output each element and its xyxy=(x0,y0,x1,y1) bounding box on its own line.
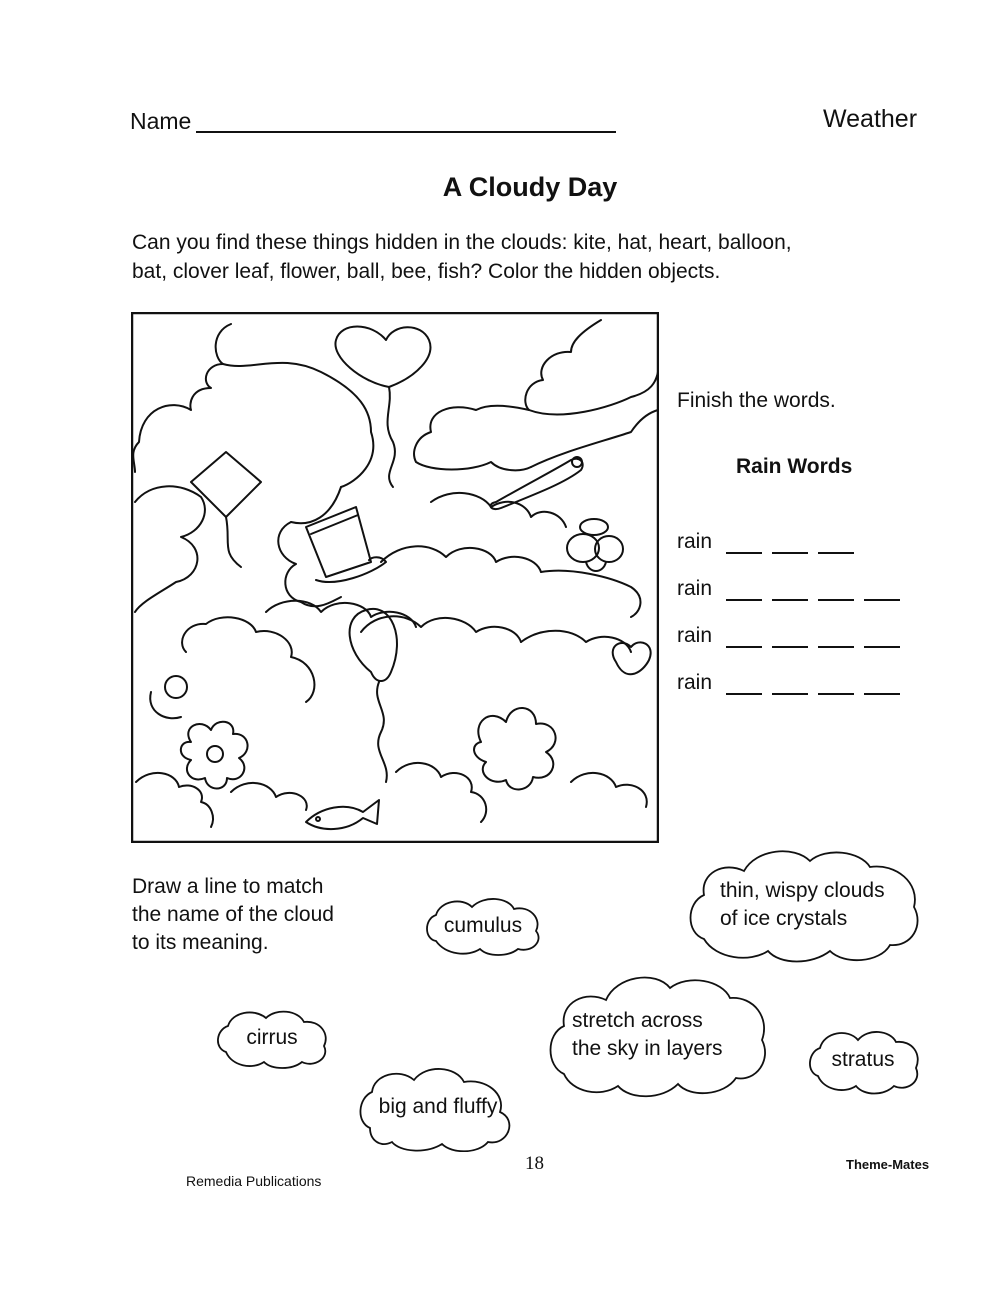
letter-blank[interactable] xyxy=(818,534,854,554)
cloud-cirrus[interactable] xyxy=(214,1006,330,1070)
matching-line-1: Draw a line to match xyxy=(132,875,324,898)
cloud-cumulus[interactable] xyxy=(422,893,544,959)
hidden-ball xyxy=(165,676,187,698)
letter-blank[interactable] xyxy=(818,628,854,648)
rain-prefix: rain xyxy=(677,671,713,694)
rain-prefix: rain xyxy=(677,624,713,647)
picture-frame xyxy=(132,313,658,842)
finish-words-prompt: Finish the words. xyxy=(677,389,836,412)
wispy-line-2: of ice crystals xyxy=(720,907,848,930)
rain-prefix: rain xyxy=(677,577,713,600)
layers-line-1: stretch across xyxy=(572,1009,703,1032)
matching-line-3: to its meaning. xyxy=(132,931,269,954)
cloud-meaning-fluffy[interactable] xyxy=(356,1062,520,1152)
rain-word-row xyxy=(677,624,900,648)
hidden-kite xyxy=(191,452,261,517)
name-label: Name xyxy=(130,108,192,134)
letter-blank[interactable] xyxy=(864,628,900,648)
cumulus-label: cumulus xyxy=(443,914,523,937)
rain-words-heading: Rain Words xyxy=(736,455,853,478)
matching-instructions xyxy=(132,873,392,957)
layers-label xyxy=(546,968,768,1102)
cloud-meaning-layers[interactable] xyxy=(546,968,768,1102)
letter-blank[interactable] xyxy=(864,581,900,601)
letter-blank[interactable] xyxy=(726,675,762,695)
publisher-name: Remedia Publications xyxy=(186,1173,322,1189)
rain-prefix: rain xyxy=(677,530,713,553)
hidden-hat xyxy=(306,507,371,577)
cloud-meaning-wispy[interactable] xyxy=(684,843,924,967)
hidden-bee xyxy=(580,519,608,535)
cirrus-label: cirrus xyxy=(246,1026,298,1049)
name-field-line[interactable] xyxy=(196,131,616,133)
rain-word-row xyxy=(677,577,900,601)
wispy-line-1: thin, wispy clouds xyxy=(720,879,885,902)
page-title: A Cloudy Day xyxy=(442,172,618,202)
letter-blank[interactable] xyxy=(772,628,808,648)
hidden-clover xyxy=(474,708,556,789)
letter-blank[interactable] xyxy=(818,581,854,601)
letter-blank[interactable] xyxy=(864,675,900,695)
hidden-fish xyxy=(306,800,379,829)
letter-blank[interactable] xyxy=(726,628,762,648)
hidden-heart xyxy=(335,327,430,388)
stratus-label: stratus xyxy=(831,1048,895,1071)
hidden-flower xyxy=(181,722,248,789)
letter-blank[interactable] xyxy=(726,581,762,601)
fluffy-label: big and fluffy xyxy=(378,1095,498,1118)
layers-line-2: the sky in layers xyxy=(572,1037,723,1060)
instructions xyxy=(132,228,932,286)
hidden-picture-illustration xyxy=(131,312,659,843)
letter-blank[interactable] xyxy=(818,675,854,695)
letter-blank[interactable] xyxy=(772,534,808,554)
instructions-line-1: Can you find these things hidden in the clouds: kite, hat, heart, balloon, xyxy=(132,231,792,254)
instructions-line-2: bat, clover leaf, flower, ball, bee, fish? Color the hidden objects. xyxy=(132,260,721,283)
letter-blank[interactable] xyxy=(772,581,808,601)
rain-word-row xyxy=(677,530,854,554)
hidden-balloon xyxy=(350,609,397,681)
subject-label: Weather xyxy=(823,105,918,133)
series-name: Theme-Mates xyxy=(846,1157,930,1172)
letter-blank[interactable] xyxy=(772,675,808,695)
wispy-label xyxy=(684,843,924,967)
cloud-stratus[interactable] xyxy=(806,1024,920,1096)
cloud-outline xyxy=(133,324,231,472)
letter-blank[interactable] xyxy=(726,534,762,554)
rain-word-row xyxy=(677,671,900,695)
matching-line-2: the name of the cloud xyxy=(132,903,334,926)
page-number: 18 xyxy=(525,1153,544,1174)
